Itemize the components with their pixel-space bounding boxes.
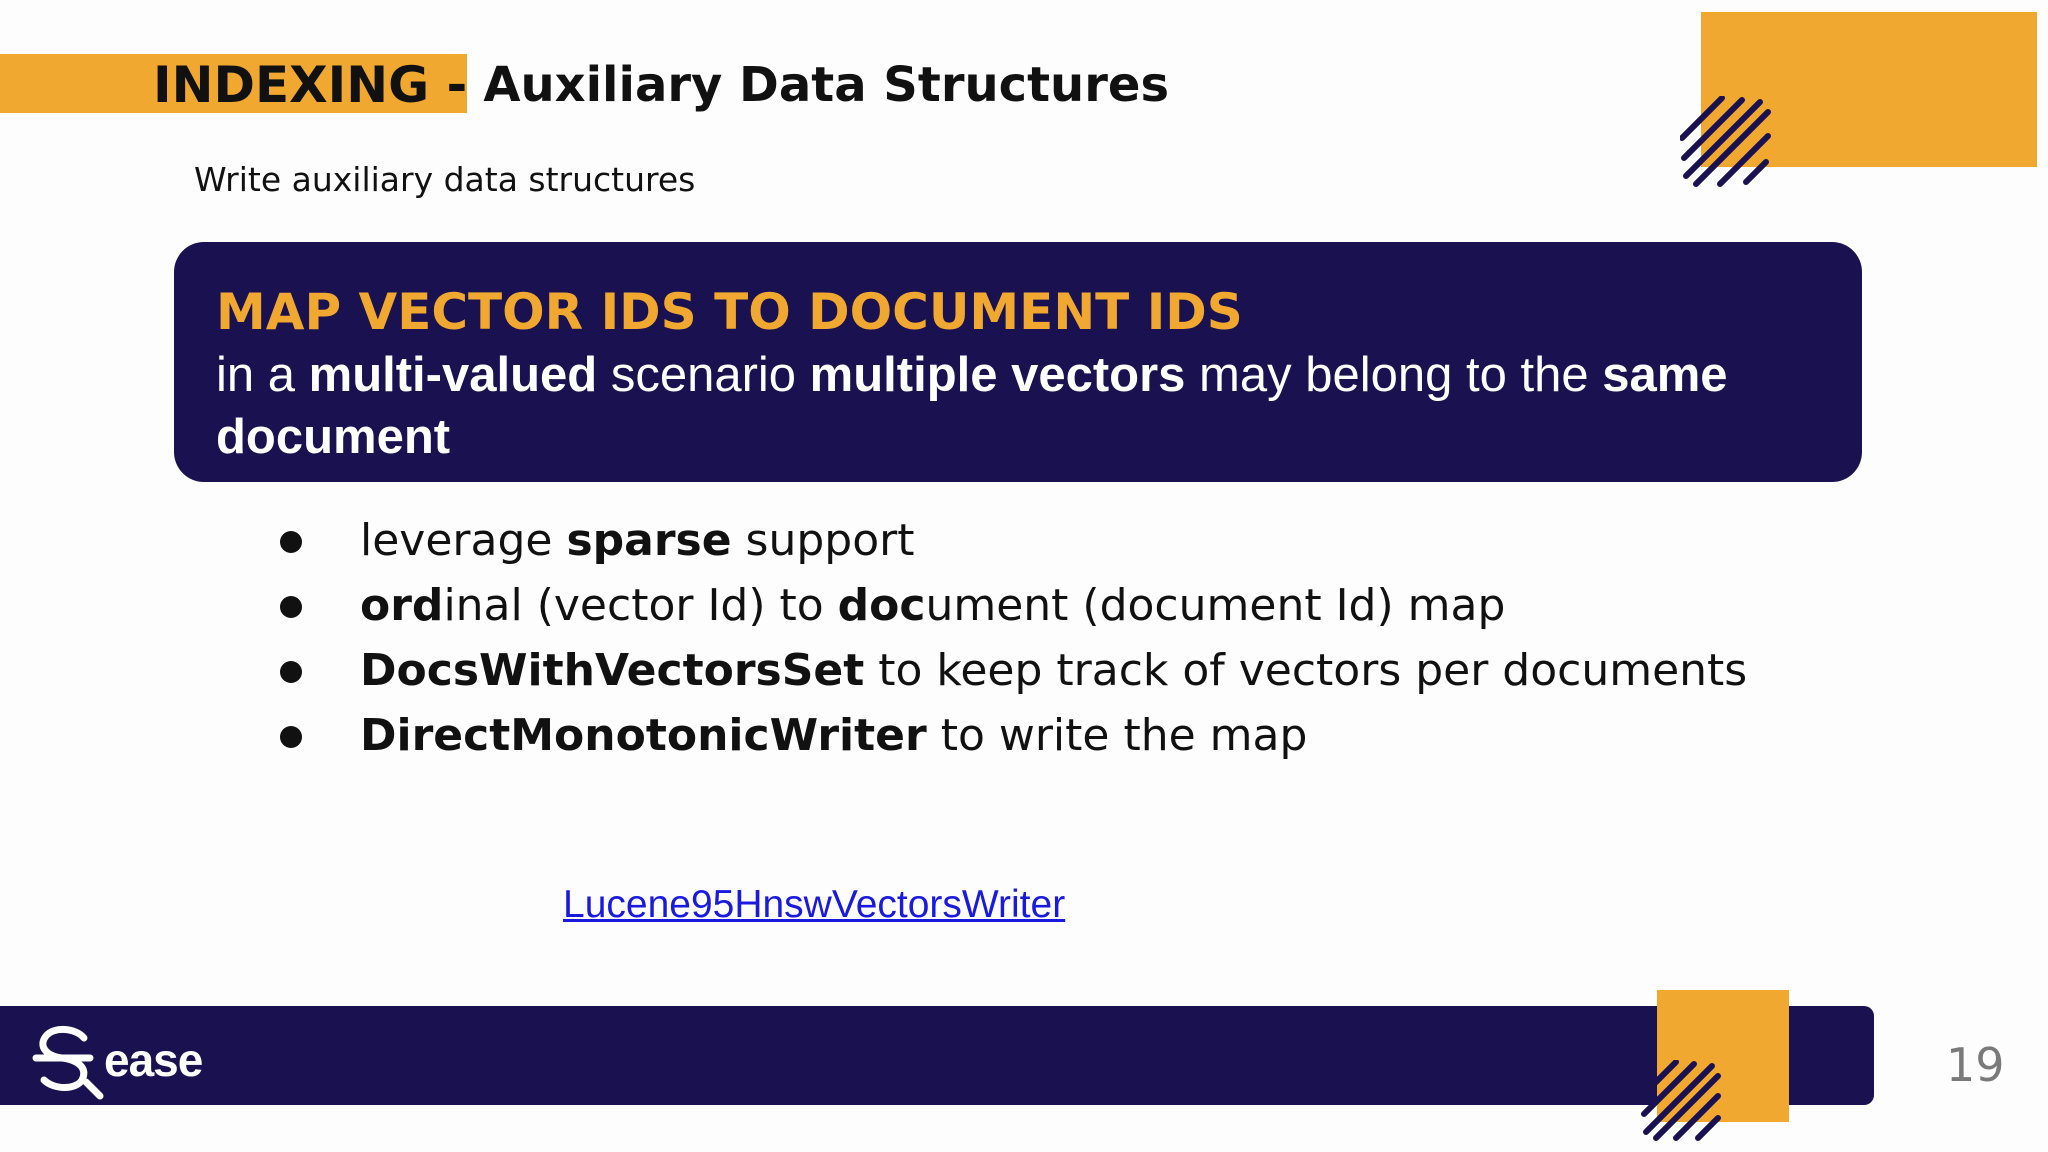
bullet-item — [276, 638, 1747, 703]
footer-bar — [0, 1006, 1874, 1105]
source-link[interactable]: Lucene95HnswVectorsWriter — [563, 883, 1066, 926]
callout-box — [174, 242, 1862, 482]
callout-body-run: may belong to the — [1185, 348, 1603, 402]
callout-body-run: scenario — [597, 348, 810, 402]
bullet-text-run: ord — [360, 580, 444, 631]
callout-body — [216, 344, 1822, 468]
bullet-text-run: leverage — [360, 515, 567, 566]
callout-heading: MAP VECTOR IDS TO DOCUMENT IDS — [216, 283, 1243, 341]
callout-body-run: multiple vectors — [809, 348, 1186, 402]
logo-wordmark: ease — [104, 1034, 203, 1086]
bullet-text-run: inal (vector Id) to — [443, 580, 838, 631]
slide-subtitle: Write auxiliary data structures — [194, 160, 696, 199]
title-part-indexing: INDEXING - — [153, 56, 468, 114]
bullet-text-run: to keep track of vectors per documents — [864, 645, 1748, 696]
bullet-dot-icon — [280, 661, 302, 683]
bullet-dot-icon — [280, 596, 302, 618]
sease-logo-icon — [32, 1020, 108, 1100]
title-part-topic: Auxiliary Data Structures — [483, 57, 1170, 113]
page-number: 19 — [1946, 1038, 2005, 1092]
slide-title — [153, 50, 1169, 120]
bullet-list — [276, 508, 1747, 768]
bullet-text-run: doc — [837, 580, 926, 631]
bullet-dot-icon — [280, 531, 302, 553]
sease-logo — [32, 1020, 202, 1100]
callout-body-run: same document — [216, 348, 1728, 464]
diagonal-stripes-icon — [1680, 96, 1772, 188]
bullet-text-run: support — [731, 515, 915, 566]
callout-body-run: multi-valued — [308, 348, 598, 402]
bullet-text-run: DocsWithVectorsSet — [360, 645, 865, 696]
bullet-item — [276, 703, 1747, 768]
bullet-dot-icon — [280, 726, 302, 748]
bullet-text-run: DirectMonotonicWriter — [360, 710, 927, 761]
callout-body-run: in a — [216, 348, 309, 402]
bullet-text-run: to write the map — [926, 710, 1308, 761]
bullet-text-run: ument (document Id) map — [925, 580, 1506, 631]
bullet-item — [276, 573, 1747, 638]
bullet-text-run: sparse — [566, 515, 732, 566]
diagonal-stripes-icon — [1640, 1060, 1722, 1142]
bullet-item — [276, 508, 1747, 573]
